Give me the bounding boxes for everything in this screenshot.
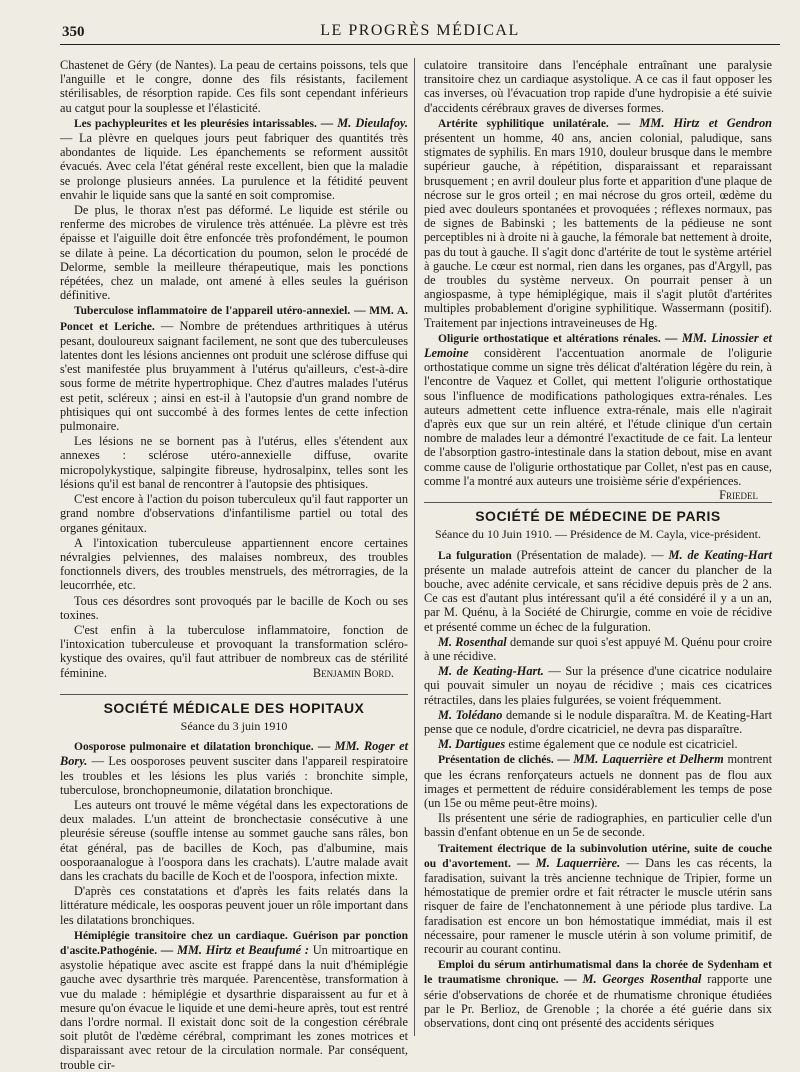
speaker: M. de Keating-Hart.: [438, 664, 544, 679]
paragraph-text: C'est enfin à la tuberculose inflammatoire, fonction de l'intoxication tuberculeuse et provoquant la transformation scléro-kystique des ovaires, qu'il faut attribuer de nombreux cas de stérilité féminine.: [60, 622, 408, 680]
paragraph: — Sur la présence d'une cicatrice nodulaire qui pouvait simuler un noyau de récidive ; mais ces cicatrices rétractiles, dans les plaies fulgurées, se voient fréquemment.: [424, 664, 772, 707]
article-oligurie: [424, 330, 772, 503]
article-title: Traitement électrique de la subinvolution utérine, suite de couche ou d'avortement.: [424, 842, 772, 870]
discussion: [424, 635, 772, 663]
article-author: — M. Dieulafoy.: [320, 115, 408, 130]
article-title: Les pachypleurites et les pleurésies intarissables.: [74, 117, 317, 130]
discussion: [424, 737, 772, 751]
article-subtitle: (Présentation de malade). —: [516, 547, 664, 562]
speaker: M. Rosenthal: [438, 634, 507, 649]
article-author: — MM. Linossier et Lemoine: [424, 330, 772, 361]
article-title: La fulguration: [438, 549, 512, 562]
paragraph: — Dans les cas récents, la faradisation, suivant la très ancienne technique de Tripier, forme un hémostatique de premier ordre et fait rétracter le muscle utérin sans risquer de faire de l'enchatonnement à une période plus tardive. La faradisation est encore un bon hémostatique immédiat, mais il est nécessaire, pour ramener le muscle utérin à son volume primitif, de recourir au courant continu.: [424, 855, 772, 956]
discussion: [424, 708, 772, 736]
speaker: M. Dartigues: [438, 737, 506, 752]
paragraph: De plus, le thorax n'est pas déformé. Le liquide est stérile ou renferme des microbes de virulence très atténuée. La plèvre est très épaisse et l'aiguille doit être enfoncée très profondément, le poumon se dilate à peine. La décortication du poumon, selon le procédé de Delorme, semble la meilleure thérapeutique, mais les ponctions répétées, chez un malade, ont amené à elles seules la guérison définitive.: [60, 203, 408, 303]
article-title: Artérite syphilitique unilatérale.: [438, 117, 609, 130]
paragraph: — La plèvre en quelques jours peut fabriquer des quantités très abondantes de liquide. Les épanchements se reforment aussitôt évacués. Avec cela l'état général reste excellent, bien que la maladie se prolonge plusieurs années. La purulence et la fétidité peuvent envahir le liquide sans que la santé en soit compromise.: [60, 131, 408, 202]
article-title: Présentation de clichés.: [438, 754, 554, 767]
paragraph: Chastenet de Géry (de Nantes). La peau de certains poissons, tels que l'anguille et le congre, donne des fils résistants, facilement stérilisables, de résorption rapide. Ces fils sont cependant inférieurs au catgut pour la souplesse et l'élasticité.: [60, 58, 408, 115]
article-author: M. de Keating-Hart: [668, 547, 773, 562]
signature: Friedel: [719, 488, 758, 503]
article-author: — MM. A. Poncet et Leriche.: [60, 305, 408, 333]
paragraph: demande sur quoi s'est appuyé M. Quénu pour croire à une récidive.: [424, 634, 772, 663]
paragraph: Les lésions ne se bornent pas à l'utérus, elles s'étendent aux annexes : sclérose utéro-annexielle diffuse, ovarite micropolykystique, salpingite fibreuse, hydrosalpinx, telles sont les lésions qu'il est banal de rencontrer à l'autopsie des phtisiques.: [60, 434, 408, 491]
running-title: LE PROGRÈS MÉDICAL: [320, 22, 520, 39]
signature: Benjamin Bord.: [312, 665, 394, 680]
session-date: Séance du 10 Juin 1910. — Présidence de M. Cayla, vice-président.: [435, 527, 761, 542]
paragraph: Un mitroartique en asystolie hépatique avec ascite est frappé dans la nuit d'hémiplégie gauche avec dysarthrie très marquée. Parencentèse, transformation à vue du malade : hémiplégie et dysarthrie disparaissent au fur et à mesure qu'on évacue le liquide et une demi-heure après, tout est rentré dans l'ordre normal. Il existait donc soit de la congestion cérébrale soit plutôt de l'œdème cérébral, comprimant les zones motrices et disparaissant avec retour de la circulation normale. Par conséquent, trouble cir-: [60, 942, 408, 1072]
article-author: — M. Georges Rosenthal: [564, 972, 702, 987]
paragraph: montrent que les écrans renforçateurs actuels ne donnent pas de flou aux images et permettent de réduire considérablement les temps de pose (un 15e ou même peut-être moins).: [424, 752, 773, 810]
paragraph: [60, 623, 408, 680]
paragraph: Les auteurs ont trouvé le même végétal dans les expectorations de deux malades. L'un atteint de bronchectasie consécutive à une pleurésie séreuse (souffle intense au sommet gauche sans râles, bon état général, pas de bacilles de Koch, pas d'albumine, mais oosporaanalogue à l'oospora dans les crachats). L'autre malade avait dans les crachats du bacille de Koch et de l'oospora, infection mixte.: [60, 797, 408, 883]
paragraph: A l'intoxication tuberculeuse appartiennent encore certaines névralgies pelviennes, des malaises nombreux, des troubles fonctionnels divers, des troubles menstruels, des métrorragies, de la leucorrhée, etc.: [60, 535, 408, 593]
paragraph: Ils présentent une série de radiographies, en particulier celle d'un bassin d'enfant obtenue en un 5e de seconde.: [424, 811, 772, 840]
article-hemiplegie: [60, 928, 408, 1072]
paragraph: — Les oosporoses peuvent susciter dans l'appareil respiratoire les troubles et les lésions les plus variés : bronchite simple, tuberculose, bronchopneumonie, dilatation bronchique.: [60, 754, 408, 797]
article-cliches: [424, 752, 772, 810]
paragraph: D'après ces constatations et d'après les faits relatés dans la littérature médicale, les oosporas peuvent jouer un rôle important dans les dilatations bronchiques.: [60, 884, 408, 927]
paragraph: estime également que ce nodule est cicatriciel.: [508, 737, 738, 752]
paragraph: demande si le nodule disparaîtra. M. de Keating-Hart pense que ce nodule, d'ordre cicatriciel, ne devra pas disparaître.: [424, 707, 773, 736]
session-date: Séance du 3 juin 1910: [180, 718, 288, 733]
article-title: Tuberculose inflammatoire de l'appareil utéro-annexiel.: [74, 305, 351, 318]
article-pachypleurites: [60, 116, 408, 202]
article-traitement: [424, 841, 772, 957]
left-column: [60, 58, 409, 1072]
paragraph: présentent un homme, 40 ans, ancien colonial, paludique, sans stigmates de syphilis. En mars 1910, douleur brusque dans le membre supérieur gauche, à répétition, disparaissant et reparaissant brusquement ; en avril douleur plus forte et apparition d'une plaque de nécrose sur le gros orteil ; en mai nécrose du gros orteil, œdème du pied avec douleurs spontanées et provoquées ; réflexes normaux, pas de signes de Babinski ; les battements de la pédieuse ne sont perceptibles ni à droite ni à gauche, la fémorale bat nettement à droite, pas du tout à gauche. Il s'agit donc d'artérite de tout le système artériel à gauche. Le cœur est normal, rien dans les organes, pas d'Argyll, pas de troubles du système nerveux. On pourrait penser à un angiospasme, à type hémiplégique, mais il s'agit plutôt d'artérites multiples probablement d'origine syphilitique. Wassermann (positif). Traitement par injections intraveineuses de Hg.: [424, 131, 772, 330]
article-title: Oosporose pulmonaire et dilatation bronchique.: [74, 741, 314, 754]
paragraph: culatoire transitoire dans l'encéphale entraînant une paralysie transitoire chez un cardiaque asystolique. A ce cas il faut opposer les cas inverses, où l'évacuation trop rapide d'une hydropisie a été suivie d'accidents cérébraux graves de diverses formes.: [424, 58, 772, 115]
discussion: [424, 664, 772, 707]
column-divider: [414, 58, 415, 1036]
article-arterite: [424, 116, 772, 330]
article-serum: [424, 957, 772, 1030]
article-author: — MM. Laquerrière et Delherm: [557, 752, 724, 767]
article-author: — MM. Roger et Bory.: [60, 739, 409, 769]
article-tuberculose: [60, 303, 408, 433]
article-oosporose: [60, 739, 408, 797]
paragraph: présente un malade autrefois atteint de cancer du plancher de la bouche, avec adénite cervicale, et sans récidive depuis près de 2 ans. Ce cas est d'autant plus intéressant qu'il a été considéré il y a un an, par M. Quénu, à la Société de Chirurgie, comme en voie de récidive et présenté comme un échec de la fulguration.: [424, 562, 772, 634]
article-fulguration: [424, 548, 772, 634]
article-author: — MM. Hirtz et Beaufumé :: [160, 942, 309, 957]
section-heading: SOCIÉTÉ DE MÉDECINE DE PARIS: [424, 502, 772, 523]
article-author: — M. Laquerrière.: [517, 855, 621, 870]
page-header: [60, 18, 780, 45]
paragraph: — Nombre de prétendues arthritiques à utérus pesant, douloureux saignant facilement, ne sont que des tuberculeuses latentes dont les lésions anciennes ont produit une sclérose diffuse qui s'est manifestée plus bruyamment à l'utérus qu'ailleurs, c'est-à-dire sous forme de métrite hypertrophique. Chez d'autres malades l'utérus est petit, scléreux ; ainsi en est-il à l'autopsie d'un grand nombre de phtisiques qui ont succombé à des formes lentes de cette infection pulmonaire.: [60, 318, 408, 434]
article-author: — MM. Hirtz et Gendron: [617, 115, 772, 130]
section-heading: SOCIÉTÉ MÉDICALE DES HOPITAUX: [60, 694, 408, 715]
paragraph: Tous ces désordres sont provoqués par le bacille de Koch ou ses toxines.: [60, 593, 408, 622]
right-column: [424, 58, 772, 1046]
paragraph: C'est encore à l'action du poison tuberculeux qu'il faut rapporter un grand nombre d'observations d'infantilisme partiel ou total des organes génitaux.: [60, 492, 408, 535]
page-number: 350: [62, 24, 85, 40]
paragraph: rapporte une série d'observations de chorée et de rhumatisme chronique étudiées par le Pr. Berlioz, de Grenoble ; la chorée a été guérie dans six observations, dont cinq ont présenté des accidents sériques: [424, 972, 772, 1030]
article-title: Hémiplégie transitoire chez un cardiaque. Guérison par ponction d'ascite.Pathogénie.: [60, 929, 408, 957]
article-title: Oligurie orthostatique et altérations rénales.: [438, 332, 661, 345]
paragraph: considèrent l'accentuation anormale de l'oligurie orthostatique comme un signe très délicat d'altération légère du rein, à l'encontre de Vaquez et Collet, qui mettent l'oligurie orthostatique sous l'influence de modifications pathologiques extra-rénales. Les auteurs admettent cette influence extra-rénale, mais elle n'agirait d'après eux que sur un rein altéré, et l'étude clinique d'un certain nombre de malades leur a démontré l'exactitude de ce fait. La lenteur de l'absorption gastro-intestinale dans la station debout, mise en avant comme cause de l'oligurie orthostatique par Collet, n'est pas en cause, comme l'a montré aux auteurs une troisième série d'expériences.: [424, 346, 772, 488]
speaker: M. Tolédano: [438, 707, 503, 722]
article-title: Emploi du sérum antirhumatismal dans la chorée de Sydenham et le traumatisme chronique.: [424, 959, 772, 987]
